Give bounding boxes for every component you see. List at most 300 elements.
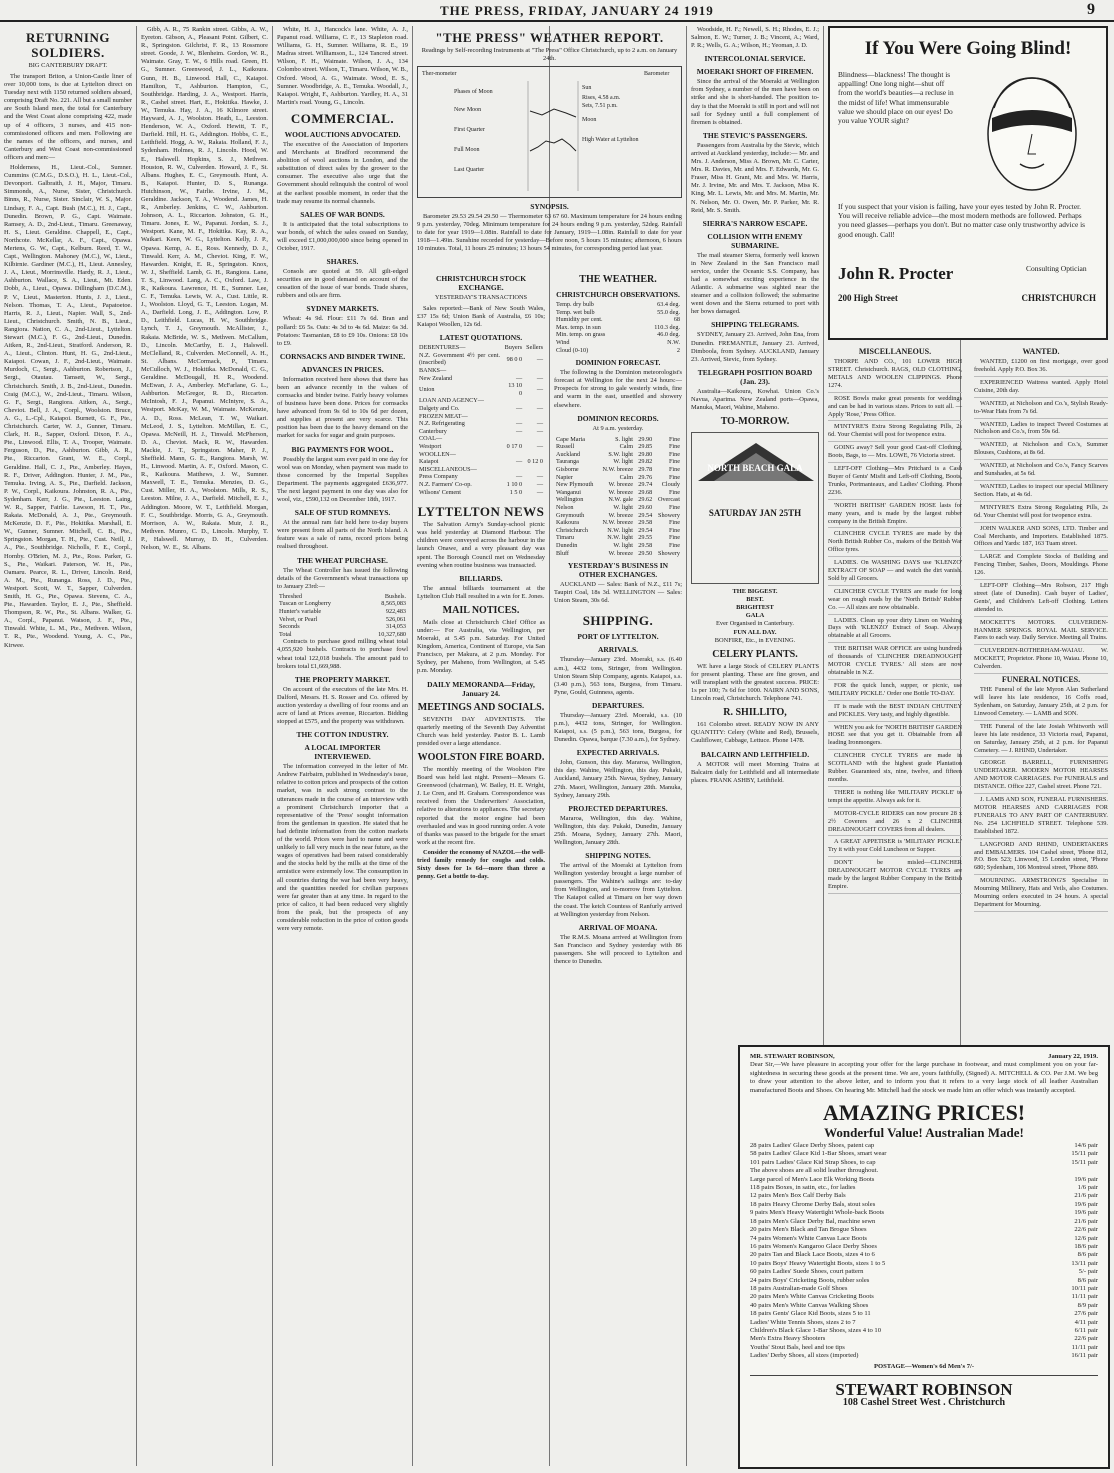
record-cell: Wellington xyxy=(556,496,584,504)
forecast-heading: DOMINION FORECAST. xyxy=(575,358,661,368)
classified-advert: LARGE and Complete Stocks of Building and Fencing Timber, Sashes, Doors, Mouldings. Phone 126. xyxy=(974,553,1108,580)
quotation-cell: 1 5 0 xyxy=(509,488,523,496)
other-exchanges-heading: YESTERDAY'S BUSINESS IN OTHER EXCHANGES. xyxy=(567,561,669,580)
balcairn-heading: BALCAIRN AND LEITHFIELD. xyxy=(700,749,810,759)
classified-advert: WANTED, Ladies to inspect Tweed Costumes at Nicholson and Co.'s, from 59s 6d. xyxy=(974,421,1108,440)
weather-heading: THE WEATHER. xyxy=(579,274,657,285)
classified-advert: EXPERIENCED Waitress wanted. Apply Hotel Cuisine, 20th day. xyxy=(974,379,1108,398)
item-description: Large parcel of Men's Lace Elk Working Boots xyxy=(750,1175,875,1183)
arrivals-text: Thursday—January 23rd. Moeraki, s.s. (6.40 a.m.), 4432 tons, Stringer, from Wellington. Union Steam Ship Company, agents. Kaiapoi, s.s. (3.40 p.m.), 563 tons, Burgess, from Timaru. Pyne, Gould, Guinness, agents. xyxy=(554,656,682,696)
record-cell: W. breeze xyxy=(608,549,634,557)
record-cell: 29.85 xyxy=(638,443,653,451)
gala-tomorrow: TO-MORROW. xyxy=(720,416,790,428)
quotation-cell: 13 10 0 xyxy=(508,382,523,397)
table-row xyxy=(554,316,682,324)
quotation-cell: Westport xyxy=(419,443,442,450)
quotation-cell xyxy=(502,397,524,405)
classified-advert: CLINCHER CYCLE TYRES are made by the North British Rubber Co., makers of the British War Office tyres. xyxy=(828,530,962,557)
quotation-cell: Union xyxy=(419,386,435,394)
record-cell: Auckland xyxy=(556,450,581,458)
table-row xyxy=(554,512,682,520)
table-row xyxy=(554,542,682,550)
classified-advert: CULVERDEN-ROTHERHAM-WAIAU. W. MOCKETT, Proprietor. Phone 10, Waiau. Phone 10, Culverden. xyxy=(974,647,1108,674)
record-cell: 29.54 xyxy=(638,526,653,534)
advert-letter xyxy=(740,1047,1108,1095)
column-advertisements xyxy=(828,26,1108,1041)
table-row xyxy=(554,443,682,451)
table-row xyxy=(554,504,682,512)
soldier-name-list-continued: Gibb, A. R., 75 Rankin street. Gibbs, A. W., Eyreton. Gibson, A., Pleasant Point. Gilbert, C. R., Springston. Gilchrist, F. R., 13 Rossmore street. Goode, J. W., Blenheim. Gordon, W. R., Waimate. Gray, T. W., 6 Hills road. Green, H. G., Sumner. Greenwood, J. L., Kaikoura. Gunn, H. B., Linwood. Hall, C., Kaiapoi. Hamilton, T., Ashburton. Hampton, C., Southbridge. Harding, J. A., Westport. Harris, R., Cashel street. Hart, E., Hokitika. Hawke, J. W., Temuka. Hay, J. A., 16 Kilmore street. Hayward, A. J., Woolston. Heath, L., Leeston. Henderson, W. A., Oxford. Hewitt, T. F., Darfield. Hill, H. G., Addington. Hobbs, C. E., Leithfield. Hogg, A. W., Rakaia. Holland, F. J., Sydenham. Holmes, R. J., Lincoln. Hood, W. E., Halswell. Hopkins, S. J., Methven. Houston, R. W., Culverden. Howard, J. F., St. Albans. Hughes, E. C., Greymouth. Hunt, A. B., Kaiapoi. Hunter, D. S., Runanga. Hutchinson, W., Fairlie. Irvine, J. M., Geraldine. Jackson, T. A., Woodend. James, H. R., Amberley. Jenkins, C. W., Ashburton. Johnson, A. L., Riccarton. Johnston, G. H., Timaru. Jones, E. W., Papanui. Jordan, S. J., Westport. Kane, M. F., Hokitika. Kay, R. A., Waikari. Keen, W. G., Lyttelton. Kelly, J. P., Opawa. Kemp, A. E., Ross. Kennedy, D. J., Tinwald. Kerr, A. M., Cheviot. King, F. W., Hawarden. Knight, E. R., Springston. Knox, W. J., Sheffield. Lamb, G. H., Rangiora. Lane, T. S., Linwood. Lang, A. C., Oxford. Law, J. R., Kaikoura. Lawrence, H. E., Sumner. Lee, C. F., Temuka. Lewis, W. A., Cust. Little, R. J., Woolston. Lloyd, G. T., Leeston. Logan, M. A., Darfield. Long, J. E., Addington. Low, P. D., Leithfield. Lucas, H. W., Southbridge. Lynch, T. J., Greymouth. McAllister, J., Rakaia. McBride, W. S., Methven. McCallum, D., Lincoln. McCarthy, E. J., Halswell. McClelland, R., Culverden. McConnell, A. H., St. Albans. McCormack, P., Timaru. McCulloch, W. J., Hokitika. McDonald, C. G., Geraldine. McDougall, H. R., Woodend. McEwan, J. A., Amberley. McFarlane, G. L., Ashburton. McGregor, R. D., Riccarton. McIntosh, F. J., Papanui. McIntyre, S. A., Westport. McKay, W. M., Waimate. McKenzie, A. D., Ross. McLean, T. W., Waikari. McLeod, J. S., Lyttelton. McMillan, E. C., Opawa. McNeill, H. J., Tinwald. McPherson, D. A., Cheviot. Mack, R. W., Hawarden. Mackie, J. T., Springston. Maher, P. J., Sheffield. Mann, G. E., Rangiora. Marsh, W. H., Linwood. Martin, A. F., Oxford. Mason, C. R., Kaikoura. Matthews, J. W., Sumner. Maxwell, T. E., Temuka. Menzies, D. G., Cust. Miller, H. A., Woolston. Mills, R. S., Leeston. Milne, J. A., Darfield. Mitchell, E. J., Addington. Moore, W. T., Leithfield. Morgan, F. C., Southbridge. Morris, G. A., Greymouth. Morrison, A. W., Rakaia. Muir, J. R., Methven. Munro, C. D., Lincoln. Murphy, T. P., Halswell. Murray, D. H., Culverden. Nelson, W. E., St. Albans. xyxy=(141,26,268,551)
price-list-item xyxy=(750,1260,1098,1268)
woolston-fire-board-text: The monthly meeting of the Woolston Fire Board was held last night. Present—Messrs G. Greenwood (chairman), W. Bailey, H. E. Wright, J. Le Cren, and H. Graham. Correspondence was received from the Underwriters' Association, relative to alterations to appliances. The secretary reported that the motor engine had been overhauled and was in good running order. A vote of thanks was passed to the brigade for the smart work at the recent fire. xyxy=(417,765,545,846)
item-description: 58 pairs Ladies' Glace Kid 1-Bar Shoes, smart wear xyxy=(750,1150,887,1158)
table-row: Tuscan or Longberry 8,565,083 xyxy=(279,600,406,608)
record-cell: Fine xyxy=(668,503,680,511)
balcairn-text: A MOTOR will meet Morning Trains at Balcairn daily for Leithfield and all intermediate places. FRANK ASHBY, Leithfield. xyxy=(691,760,819,784)
shipping-notes-heading: SHIPPING NOTES. xyxy=(585,851,651,861)
synopsis-heading: SYNOPSIS. xyxy=(530,202,569,211)
other-exchanges-text: AUCKLAND — Sales: Bank of N.Z., £11 7s; Taupiri Coal, 18s 3d. WELLINGTON — Sales: Union Steam, 30s 6d. xyxy=(554,581,682,605)
table-row: Total 10,327,680 xyxy=(279,630,406,638)
classified-heading: FUNERAL NOTICES. xyxy=(1001,675,1081,685)
observation-cell: 110.3 deg. xyxy=(654,323,680,331)
article-heading: RETURNING SOLDIERS. xyxy=(26,30,110,60)
gala-date: SATURDAY JAN 25TH xyxy=(708,508,802,519)
table-row xyxy=(417,413,545,421)
classified-advert: WANTED, Ladies to inspect our special Millinery Section. Hats, at 4s 6d. xyxy=(974,483,1108,502)
wheat-table xyxy=(277,593,408,639)
item-description: 10 pairs Boys' Heavy Watertight Boots, sizes 1 to 5 xyxy=(750,1259,886,1267)
table-row xyxy=(554,489,682,497)
record-cell: Fine xyxy=(668,435,680,443)
item-description: 12 pairs Men's Box Calf Derby Bals xyxy=(750,1192,846,1200)
observation-cell: Wind xyxy=(556,338,570,346)
item-price: 18/6 pair xyxy=(1074,1242,1098,1250)
table-row xyxy=(417,420,545,428)
record-cell: Fine xyxy=(668,473,680,481)
record-cell: 29.58 xyxy=(638,519,653,527)
record-cell: N.W. breeze xyxy=(602,519,634,527)
item-price: 13/11 pair xyxy=(1071,1259,1098,1267)
record-cell: Fine xyxy=(668,443,680,451)
record-cell: Bluff xyxy=(556,549,569,557)
price-list-item xyxy=(750,1209,1098,1217)
quotation-cell: LOAN AND AGENCY— xyxy=(419,397,484,405)
quotation-cell: Canterbury xyxy=(419,427,447,435)
column-news-gala xyxy=(691,26,819,1041)
column-rule xyxy=(686,26,687,1466)
section-heading: SHARES. xyxy=(326,257,359,267)
table-row xyxy=(554,534,682,542)
record-cell: 29.80 xyxy=(638,450,653,458)
record-cell: S. light xyxy=(615,435,634,443)
classified-column-miscellaneous xyxy=(828,346,962,914)
record-cell: 29.68 xyxy=(638,488,653,496)
record-cell: Cloudy xyxy=(661,481,680,489)
observation-cell: 46.0 deg. xyxy=(657,331,680,339)
billiards-text: The annual billiards tournament at the Lyttelton Club Hall resulted in a win for E. Jones. xyxy=(417,584,545,600)
record-cell: 29.60 xyxy=(638,503,653,511)
quotation-cell: 98 0 0 xyxy=(506,355,523,363)
item-price: 10/11 pair xyxy=(1071,1284,1098,1292)
quotation-cell: Kaiapoi xyxy=(419,458,439,466)
commercial-heading: COMMERCIAL. xyxy=(290,110,395,126)
record-cell: Cape Maria xyxy=(556,435,586,443)
record-cell: 29.82 xyxy=(638,458,653,466)
item-price: 15/11 pair xyxy=(1071,1150,1098,1158)
celery-text: WE have a large Stock of CELERY PLANTS for present planting. These are fine grown, and will transplant with the greatest success. PRICE: 1s per 100; 7s 6d for 1000. NAIRN AND SONS, Lincoln road, Christchurch. Telephone 741. xyxy=(691,662,819,703)
item-description: Children's Black Glace 1-Bar Shoes, sizes 4 to 10 xyxy=(750,1326,882,1334)
quotation-cell: — xyxy=(515,405,523,413)
classified-advert: LADIES. Clean up your dirty Linen on Washing Days with 'KLENZO' Extract of Soap. Always obtainable at all Grocers. xyxy=(828,617,962,644)
table-row xyxy=(417,344,545,352)
record-cell: W. light xyxy=(613,541,634,549)
quotations-heading: LATEST QUOTATIONS. xyxy=(439,333,523,343)
classified-advert: 'NORTH BRITISH' GARDEN HOSE lasts for many years, and is made by the largest rubber company in the British Empire. xyxy=(828,502,962,529)
classified-column-wanted xyxy=(974,346,1108,914)
quotation-cell xyxy=(524,435,545,443)
item-price: 1/6 pair xyxy=(1077,1184,1098,1192)
advert-headline: If You Were Going Blind! xyxy=(864,38,1072,59)
table-row xyxy=(417,428,545,436)
item-description: 20 pairs Men's White Canvas Cricketing Boots xyxy=(750,1293,874,1301)
quotation-cell: 0 12 0 xyxy=(527,458,543,466)
table-row xyxy=(417,489,545,497)
item-description: 18 pairs Men's Glace Derby Bal, machine sewn xyxy=(750,1217,876,1225)
column-weather-shipping xyxy=(554,270,682,1466)
quotation-cell: Press Company xyxy=(419,473,458,481)
item-price: 22/6 pair xyxy=(1074,1335,1098,1343)
quotation-cell: New Zealand xyxy=(419,374,453,382)
classifieds xyxy=(828,346,1108,914)
table-row xyxy=(417,466,545,474)
record-cell: Fine xyxy=(668,458,680,466)
barograph-trace xyxy=(458,81,648,191)
record-cell: 29.54 xyxy=(638,511,653,519)
table-row xyxy=(417,481,545,489)
quotation-cell xyxy=(502,451,524,459)
observations-table xyxy=(554,301,682,354)
item-price: 19/6 pair xyxy=(1074,1209,1098,1217)
record-cell: W. breeze xyxy=(608,488,634,496)
advert-city: CHRISTCHURCH xyxy=(1021,293,1096,303)
weather-report-subheading: Readings by Self-recording Instruments at "The Press" Office Christchurch, up to 2 a.m. on January 24th. xyxy=(421,47,678,62)
table-row xyxy=(554,458,682,466)
expected-arrivals-heading: EXPECTED ARRIVALS. xyxy=(576,748,660,758)
table-row xyxy=(417,473,545,481)
shipping-heading: SHIPPING. xyxy=(582,613,654,629)
sierra-subheading: COLLISION WITH ENEMY SUBMARINE. xyxy=(707,231,803,250)
section-body: At the annual ram fair held here to-day buyers were present from all parts of the North Island. A feature was a sale of rams, record prices being realised throughout. xyxy=(277,519,408,551)
projected-departures-heading: PROJECTED DEPARTURES. xyxy=(568,803,668,813)
observation-cell: Temp. wet bulb xyxy=(556,308,595,316)
classified-advert: J. LAMB AND SON, FUNERAL FURNISHERS. MOTOR HEARSES AND CARRIAGES FOR FUNERALS TO ANY PART OF CANTERBURY. No. 254 LICHFIELD STREET. Telephone 539. Established 1872. xyxy=(974,796,1108,839)
quotation-cell: — xyxy=(536,386,543,394)
price-list-item xyxy=(750,1251,1098,1259)
shillito-heading: R. SHILLITO, xyxy=(723,707,787,719)
port-heading: PORT OF LYTTELTON. xyxy=(577,632,659,642)
column-rule xyxy=(136,26,137,1466)
item-description: 28 pairs Ladies' Glace Derby Shoes, patent cap xyxy=(750,1142,875,1150)
classified-advert: MOTOR-CYCLE RIDERS can now procure 28 x 2½ Coverers and 26 x 2 CLINCHER DREADNOUGHT COVERS from all dealers. xyxy=(828,810,962,837)
classified-advert: CLINCHER CYCLE TYRES are made in SCOTLAND with the highest grade Plantation Rubber. Guaranteed six, nine, twelve, and fifteen months. xyxy=(828,752,962,787)
table-row xyxy=(554,339,682,347)
record-cell: 29.78 xyxy=(638,466,653,473)
weather-report-heading: "THE PRESS" WEATHER REPORT. xyxy=(435,30,664,45)
item-price: 22/6 pair xyxy=(1074,1226,1098,1234)
price-list-item xyxy=(750,1302,1098,1310)
item-price: 5/- pair xyxy=(1078,1268,1098,1276)
column-exchange-lyttelton xyxy=(417,270,545,1466)
quotation-cell: — xyxy=(515,374,523,382)
classified-advert: THE BRITISH WAR OFFICE are using hundreds of thousands of 'CLINCHER DREADNOUGHT MOTOR CYCLE TYRES.' All sizes are now obtainable in N.Z. xyxy=(828,645,962,680)
record-cell: 29.58 xyxy=(638,541,653,549)
moeraki-text: Since the arrival of the Moeraki at Wellington from Sydney, a number of the men have been on strike and she is short-handed. The position to-day is that the Moeraki is still in port and will not sail for Sydney until a full complement of firemen is obtained. xyxy=(691,78,819,126)
quotation-cell: WOOLLEN— xyxy=(419,450,456,458)
gala-line: BEST. xyxy=(746,596,764,604)
nazol-advertisement: Consider the economy of NAZOL—the well-tried family remedy for coughs and colds. Sixty doses for 1s 6d—more than three a penny. Get a bottle to-day. xyxy=(417,848,545,881)
table-row xyxy=(554,550,682,558)
section-heading: THE WHEAT PURCHASE. xyxy=(297,555,388,565)
record-cell: W. breeze xyxy=(608,481,634,489)
north-beach-gala-advert xyxy=(691,432,819,584)
table-row xyxy=(417,352,545,367)
departures-text: Thursday—January 23rd. Moeraki, s.s. (10 p.m.), 4432 tons, Stringer, for Wellington. Kaiapoi, s.s. (5 p.m.), 563 tons, Burgess, for Dunedin. Opawa, barque (7.30 a.m.), for Sydney. xyxy=(554,711,682,744)
quotation-cell: COAL— xyxy=(419,435,443,443)
record-cell: Russell xyxy=(556,443,575,451)
observation-cell: Humidity per cent. xyxy=(556,316,603,324)
table-row xyxy=(554,519,682,527)
gala-lines xyxy=(691,588,819,645)
price-list-item xyxy=(750,1344,1098,1352)
billiards-heading: BILLIARDS. xyxy=(459,573,503,583)
item-price: 27/6 pair xyxy=(1074,1310,1098,1318)
table-row xyxy=(417,367,545,375)
quotation-cell: — xyxy=(536,355,543,363)
weather-label: Last Quarter xyxy=(454,167,485,173)
mail-notices-heading: MAIL NOTICES. xyxy=(442,604,520,616)
weather-label: Full Moon xyxy=(454,147,480,153)
price-list-item xyxy=(750,1235,1098,1243)
quotation-cell: — xyxy=(536,427,543,435)
item-price: 21/6 pair xyxy=(1074,1192,1098,1200)
section-heading: SALES OF WAR BONDS. xyxy=(300,209,385,219)
quotation-cell: — xyxy=(536,420,543,428)
classified-advert: MOURNING. ARMSTRONG'S Specialise in Mourning Millinery, Hats and Veils, also Costumes. Mourning orders executed in 24 hours. A special Department for Mourning. xyxy=(974,877,1108,912)
records-subheading: At 9 a.m. yesterday. xyxy=(592,424,644,432)
record-cell: S.W. light xyxy=(608,450,634,458)
price-list-item xyxy=(750,1352,1098,1360)
price-list-item xyxy=(750,1226,1098,1234)
advert-subheadline: Wonderful Value! Australian Made! xyxy=(824,1125,1024,1141)
letter-date: January 22, 1919. xyxy=(1048,1053,1098,1060)
blindfolded-face-illustration xyxy=(964,68,1100,198)
classified-advert: WANTED, £1200 on first mortgage, over good freehold. Apply P.O. Box 36. xyxy=(974,358,1108,377)
classified-advert: M'INTYRE'S Extra Strong Regulating Pills, 2s 6d. Your Chemist will post for twopence extra. xyxy=(974,504,1108,523)
arrivals-heading: ARRIVALS. xyxy=(597,645,639,655)
item-price: 8/6 pair xyxy=(1077,1276,1098,1284)
classified-advert: GOING away? Sell your good Cast-off Clothing, Boots, Bags, to — Mrs. LOWE, 76 Victoria street. xyxy=(828,444,962,463)
section-heading: SALE OF STUD ROMNEYS. xyxy=(294,508,391,518)
name-list: Woodside, H. F.; Newell, S. H.; Rhodes, E. J.; Salmon, E. W.; Turner, J. B.; Vincent, A.; Ward, P. R.; Wells, G. A.; Wilson, H.; Yeoman, J. D. xyxy=(691,26,819,50)
quotation-cell: N.Z. Government 4½ per cent. (inscribed) xyxy=(419,351,501,367)
table-row: Seconds 314,053 xyxy=(279,623,406,631)
table-row xyxy=(554,474,682,482)
record-cell: W. light xyxy=(613,458,634,466)
section-body: The executive of the Association of Importers and Merchants at Bradford recommend the abolition of wool auctions in London, and the substitution of direct sales by the grower to the consumer. The executive also urge that the Government should relinquish the control of wool at the earliest possible moment, in order that the trade may resume its normal channels. xyxy=(277,140,408,205)
telegraph-board-text: Australia—Kaikoura, Kowhai. Union Co.'s Navua, Aparima. New Zealand ports—Opawa, Manuka, Maori, Wahine, Maheno. xyxy=(691,387,819,411)
item-description: 60 pairs Ladies' Suede Shoes, court pattern xyxy=(750,1268,864,1276)
item-description: 20 pairs Men's Black and Tan Brogue Shoes xyxy=(750,1226,867,1234)
section-body: Contracts to purchase good milling wheat total 4,055,920 bushels. Contracts to purchase fowl wheat total 122,018 bushels. The amount paid to brokers total £1,669,988. xyxy=(277,638,408,670)
quotation-cell xyxy=(502,413,524,421)
table-row xyxy=(417,443,545,451)
record-cell: Nelson xyxy=(556,503,574,511)
section-body: Possibly the largest sum ever paid in one day for wool was on Monday, when payment was made to those concerned by the Imperial Supplies Department. The payments aggregated £636,977. The next largest payment in one day was also for wool, viz., £590,132 on December 18th, 1917. xyxy=(277,455,408,504)
advert-text: Blindness—blackness! The thought is appalling! One long night—shut off from the world's beauties—a recluse in the midst of life! What immensurable value we should place on our eyes! Do you value YOUR sight? xyxy=(838,70,954,126)
item-description: Ladies' White Tennis Shoes, sizes 2 to 7 xyxy=(750,1318,856,1326)
record-cell: Fine xyxy=(668,488,680,496)
classified-advert: WANTED, at Nicholson and Co.'s, Fancy Scarves and Sunshades, at 5s 6d. xyxy=(974,462,1108,481)
record-cell: Christchurch xyxy=(556,526,588,534)
section-heading: THE COTTON INDUSTRY. xyxy=(296,730,389,740)
item-description: The above shoes are all solid leather throughout. xyxy=(750,1167,879,1175)
price-list-item xyxy=(750,1192,1098,1200)
section-body: It is anticipated that the total subscriptions to war bonds, of which the sales ceased on Sunday, will exceed £1,000,000,000 since being opened in October, 1917. xyxy=(277,220,408,252)
item-description: 16 pairs Women's Kangaroo Glace Derby Shoes xyxy=(750,1242,877,1250)
price-list-item xyxy=(750,1243,1098,1251)
record-cell: N.W. breeze xyxy=(602,466,634,473)
classified-heading: MISCELLANEOUS. xyxy=(858,347,932,356)
quotation-cell xyxy=(524,466,545,474)
moana-text: The R.M.S. Moana arrived at Wellington from San Francisco and Sydney yesterday with 86 passengers. She will proceed to Lyttelton and thence to Dunedin. xyxy=(554,933,682,966)
observation-cell: 68 xyxy=(673,316,680,324)
record-cell: Overcast xyxy=(658,496,680,504)
observation-cell: Min. temp. on grass xyxy=(556,331,606,339)
quotation-cell: N.Z. Refrigerating xyxy=(419,420,465,428)
records-table xyxy=(554,436,682,558)
classified-advert: FOR the quick lunch, supper, or picnic, use 'MILITARY PICKLE.' Order one Bottle TO-DAY. xyxy=(828,682,962,701)
table-row: Velvet, or Pearl 526,061 xyxy=(279,615,406,623)
letter-body: Dear Sir,—We have pleasure in accepting your offer for the large purchase in footwear, and must compliment you on your far-sightedness in securing these goods at the present time. We are, yours faithfully, (Signed) A. MITCHELL & CO. Per J.M. We beg to draw your attention to the above letter, and to inform you that it refers to a very large stock of all leather Australian manufactured Boots and Shoes. On hearing Mr. Mitchell had the stock we made him an offer which was instantly accepted. xyxy=(750,1061,1098,1094)
observation-cell: 63.4 deg. xyxy=(657,301,680,308)
classified-advert: THE Funeral of the late Myron Alan Sutherland will leave his late residence, 16 Coffs road, Sydenham, on Saturday, January 25th, at 2 p.m. for Linwood Cemetery. — LAMB and SON. xyxy=(974,686,1108,721)
table-row xyxy=(417,375,545,383)
shipping-notes-text: The arrival of the Moeraki at Lyttelton from Wellington yesterday brought a large number of passengers. The Wahine's sailings are: to-day from Wellington, and to-morrow from Lyttelton. The Kaiapoi called at Timaru on her way down the coast. The ketch Countess of Ranfurly arrived at Wellington yesterday from Nelson. xyxy=(554,862,682,918)
quotation-cell: 0 17 0 xyxy=(506,443,523,450)
quotation-cell: — xyxy=(536,480,543,488)
price-list-item xyxy=(750,1201,1098,1209)
projected-departures-text: Mararoa, Wellington, this day. Wahine, Wellington, this day. Pukaki, Dunedin, January 25th. Moana, Sydney, January 27th. Maori, Wellington, January 28th. xyxy=(554,814,682,846)
classified-advert: THERE is nothing like 'MILITARY PICKLE' to tempt the appetite. Always ask for it. xyxy=(828,789,962,808)
lyttelton-news-text: The Salvation Army's Sunday-school picnic was held yesterday at Diamond Harbour. The children were conveyed across the harbour in the launch Onawe, and a very pleasant day was spent. The Borough Council met on Wednesday evening when routine business was transacted. xyxy=(417,521,545,569)
item-description: Ladies' Derby Shoes, all sizes (imported) xyxy=(750,1352,859,1360)
record-cell: Kaikoura xyxy=(556,519,580,527)
record-cell: 29.55 xyxy=(638,534,653,542)
celery-heading: CELERY PLANTS. xyxy=(712,648,798,660)
section-subheading: ADVANCES IN PRICES. xyxy=(301,364,384,374)
item-price: 6/11 pair xyxy=(1074,1326,1098,1334)
observation-cell: N.W. xyxy=(667,338,680,346)
weather-label: First Quarter xyxy=(454,127,485,133)
table-row xyxy=(554,496,682,504)
price-list-item xyxy=(750,1293,1098,1301)
item-price: 19/6 pair xyxy=(1074,1200,1098,1208)
item-price: 11/11 pair xyxy=(1071,1293,1098,1301)
gala-line: BRIGHTEST xyxy=(736,604,774,612)
exchange-subheading: YESTERDAY'S TRANSACTIONS xyxy=(434,294,528,301)
table-row xyxy=(417,451,545,459)
weather-report xyxy=(417,26,682,266)
gala-line: FUN ALL DAY. xyxy=(733,628,777,636)
table-row xyxy=(417,435,545,443)
record-cell: Calm xyxy=(619,473,634,481)
table-row xyxy=(554,451,682,459)
record-cell: Tauranga xyxy=(556,458,579,466)
price-list-item xyxy=(750,1159,1098,1167)
weather-label: Barometer xyxy=(644,71,670,77)
gala-line: Ever Organised in Canterbury. xyxy=(716,620,794,628)
soldier-name-list-end: White, H. J., Hancock's lane. White, A. J., Papanui road. Williams, C. F., 13 Stapleton road. Williams, G. H., Sumner. Williams, R. E., 19 Madras street. Williamson, L., 124 Tancred street. Wilson, F. H., Waimate. Wilson, J. A., 134 Colombo street. Wilson, T., Timaru. Wilson, W. B., Oxford. Wood, A. G., Waimate. Wood, E. S., Sumner. Woodbridge, A. E., Temuka. Woodall, J., Kaiapoi. Wright, F., Ashburton. Yardley, H. A., 31 Martin's road. Young, G., Lincoln. xyxy=(277,26,408,106)
quotation-cell xyxy=(502,367,524,375)
item-price: 21/6 pair xyxy=(1074,1217,1098,1225)
sierra-text: The mail steamer Sierra, formerly well known in New Zealand in the San Francisco mail service, under the Oceanic S.S. Company, has had a somewhat exciting experience in the Atlantic. A submarine was sighted near the steamer and a collision followed; the submarine went down and the Sierra returned to port with her bows damaged. xyxy=(691,251,819,316)
exchange-text: Sales reported:—Bank of New South Wales, £37 15s 6d; Union Bank of Australia, £6 10s; Kaiapoi Woollen, 12s 6d. xyxy=(417,305,545,329)
sierra-heading: SIERRA'S NARROW ESCAPE. xyxy=(702,218,808,228)
section-body: The information conveyed in the letter of Mr. Andrew Fairbairn, published in Wednesday's issue, relative to cotton prices and prospects of the cotton market, was in such strong contrast to the utterances made in the course of an interview with a prominent Christchurch importer that a representative of the 'Press' sought information from the gentleman in question. He stated that he had definite information from the cotton markets of the world. Prices were hard to name and were unlikely to fall very much in the near future, as the wages of operatives had been raised considerably and the stocks held by the mills at the time of the armistice were extremely low. The consumption in all countries during the war had been very heavy, and the quantities needed for civilian purposes were far greater than at any time. In regard to the price of calico, it had been reduced very slightly from the peak, but the prospects of any considerable reduction in the price of cotton goods were very remote. xyxy=(277,763,408,933)
item-price: 8/6 pair xyxy=(1077,1251,1098,1259)
quotation-cell xyxy=(524,413,545,421)
classified-advert: M'INTYRE'S Extra Strong Regulating Pills, 2s 6d. Your Chemist will post for twopence extra. xyxy=(828,423,962,442)
record-cell: Fine xyxy=(668,526,680,534)
classified-advert: MOCKETT'S MOTORS. CULVERDEN-HANMER SPRINGS. ROYAL MAIL SERVICE. Fares to each way. Daily Service. Meeting all Trains. xyxy=(974,619,1108,646)
observation-cell: Temp. dry bulb xyxy=(556,301,594,308)
section-subheading: A LOCAL IMPORTER INTERVIEWED. xyxy=(304,743,381,762)
gala-line: THE BIGGEST. xyxy=(732,588,778,596)
masthead-title: THE PRESS, FRIDAY, JANUARY 24 1919 xyxy=(440,3,714,18)
classified-advert: THE Funeral of the late Josiah Whitworth will leave his late residence, 33 Victoria road, Papanui, on Saturday, January 25th, at 2 p.m. for Papanui Cemetery. — J. RHIND, Undertaker. xyxy=(974,723,1108,758)
price-list-item xyxy=(750,1277,1098,1285)
article-intro: The transport Briton, a Union-Castle liner of over 10,000 tons, is due at Lyttelton direct on Tuesday next with 1150 returned soldiers aboard, comprising Draft No. 221. All but a small number are South Island men, the total for Canterbury and the West Coast alone comprising 422, made up of 4 officers, 3 nurses, and 415 non-commissioned officers and men. Following are the names of the officers, and nurses, and Canterbury and West Coast non-commissioned officers and men:— xyxy=(4,73,132,161)
weather-label: Rises, 4.58 a.m. xyxy=(582,95,621,101)
item-description: 18 pairs Australian-made Golf Shoes xyxy=(750,1284,848,1292)
section-body: The Wheat Controller has issued the following details of the Government's wheat transactions up to January 23rd:— xyxy=(277,566,408,590)
shipping-telegrams-heading: SHIPPING TELEGRAMS. xyxy=(711,320,799,330)
price-list-item xyxy=(750,1268,1098,1276)
price-list-item xyxy=(750,1184,1098,1192)
record-cell: N.W. light xyxy=(607,534,634,542)
quotation-cell: Sellers xyxy=(526,344,543,352)
synopsis-text: Barometer 29.53 29.54 29.50 — Thermometer 63 67 60. Maximum temperature for 24 hours ending 9 p.m. yesterday, 70deg. Minimum temperature for 24 hours ending 9 p.m. yesterday, 52deg. Rainfall to date for year 1919—1.08in. Rainfall to date for January, 1919—1.08in. Rainfall to date for year 1918—1.49in. Sunshine recorded for yesterday—Before noon, 5 hours 15 minutes; afternoon, 6 hours 10 minutes. Total, 11 hours 25 minutes; 13 hours 54 minutes, for corresponding period last year. xyxy=(417,213,682,253)
price-list-item xyxy=(750,1319,1098,1327)
quotation-cell: FROZEN MEAT— xyxy=(419,412,468,420)
procter-optician-advert xyxy=(828,26,1108,340)
price-list-item xyxy=(750,1285,1098,1293)
quotation-cell: MISCELLANEOUS— xyxy=(419,465,477,473)
table-row xyxy=(554,309,682,317)
table-row xyxy=(554,331,682,339)
table-row xyxy=(554,301,682,309)
record-cell: Dunedin xyxy=(556,541,578,549)
section-heading: WOOL AUCTIONS ADVOCATED. xyxy=(284,129,401,139)
classified-advert: A GREAT APPETISER is 'MILITARY PICKLE.' Try it with your Cold Luncheon or Supper. xyxy=(828,838,962,857)
item-price: 14/6 pair xyxy=(1074,1142,1098,1150)
quotation-cell: 1 10 0 xyxy=(506,480,523,488)
records-heading: DOMINION RECORDS. xyxy=(577,413,659,423)
record-cell: N.W. light xyxy=(607,526,634,534)
weather-chart xyxy=(417,66,682,198)
column-rule xyxy=(412,26,413,1466)
